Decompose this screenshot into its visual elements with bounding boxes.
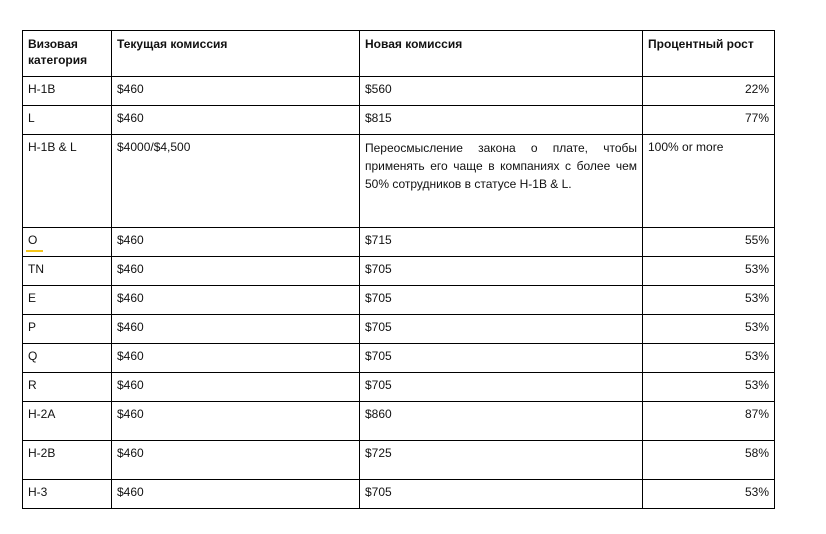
header-percent-growth: Процентный рост [643,31,775,77]
cell-category: L [23,106,112,135]
cell-current-fee: $460 [112,480,360,509]
cell-growth: 53% [643,286,775,315]
cell-category: P [23,315,112,344]
cell-category [23,228,112,257]
cell-current-fee: $460 [112,373,360,402]
cell-current-fee: $460 [112,286,360,315]
cell-current-fee: $460 [112,441,360,480]
cell-category: R [23,373,112,402]
table-row [23,441,775,480]
cell-growth: 100% or more [643,135,775,228]
cell-category: TN [23,257,112,286]
cell-category: H-2B [23,441,112,480]
cell-current-fee: $4000/$4,500 [112,135,360,228]
table-header-row [23,31,775,77]
table-row [23,480,775,509]
spellcheck-underlined-text: O [28,233,38,247]
cell-new-fee: $705 [360,286,643,315]
cell-growth: 58% [643,441,775,480]
cell-growth: 77% [643,106,775,135]
cell-category: H-2A [23,402,112,441]
cell-growth: 22% [643,77,775,106]
table-row [23,106,775,135]
cell-new-fee: $560 [360,77,643,106]
cell-current-fee: $460 [112,106,360,135]
header-visa-category: Визовая категория [23,31,112,77]
cell-category: E [23,286,112,315]
table-row [23,228,775,257]
cell-category: Q [23,344,112,373]
cell-growth: 53% [643,480,775,509]
cell-current-fee: $460 [112,228,360,257]
cell-current-fee: $460 [112,77,360,106]
header-new-fee: Новая комиссия [360,31,643,77]
cell-current-fee: $460 [112,315,360,344]
cell-new-fee: $705 [360,257,643,286]
table-row [23,373,775,402]
cell-growth: 55% [643,228,775,257]
cell-growth: 53% [643,315,775,344]
cell-current-fee: $460 [112,344,360,373]
cell-current-fee: $460 [112,257,360,286]
cell-new-fee: $715 [360,228,643,257]
cell-current-fee: $460 [112,402,360,441]
table-row [23,402,775,441]
table-row [23,286,775,315]
cell-growth: 53% [643,373,775,402]
cell-category: H-3 [23,480,112,509]
cell-new-fee: $705 [360,344,643,373]
cell-new-fee: $705 [360,315,643,344]
cell-category: H-1B [23,77,112,106]
table-row [23,315,775,344]
cell-new-fee: $705 [360,480,643,509]
table-row [23,257,775,286]
cell-growth: 53% [643,344,775,373]
cell-new-fee: $815 [360,106,643,135]
table-row [23,77,775,106]
table-row [23,135,775,228]
header-current-fee: Текущая комиссия [112,31,360,77]
cell-new-fee: $725 [360,441,643,480]
cell-category: H-1B & L [23,135,112,228]
cell-growth: 53% [643,257,775,286]
cell-new-fee: $705 [360,373,643,402]
table-row [23,344,775,373]
cell-new-fee-note: Переосмысление закона о плате, чтобы применять его чаще в компаниях с более чем 50% сотрудников в статусе H-1B & L. [360,135,643,228]
visa-fee-table [22,30,775,509]
cell-growth: 87% [643,402,775,441]
cell-new-fee: $860 [360,402,643,441]
